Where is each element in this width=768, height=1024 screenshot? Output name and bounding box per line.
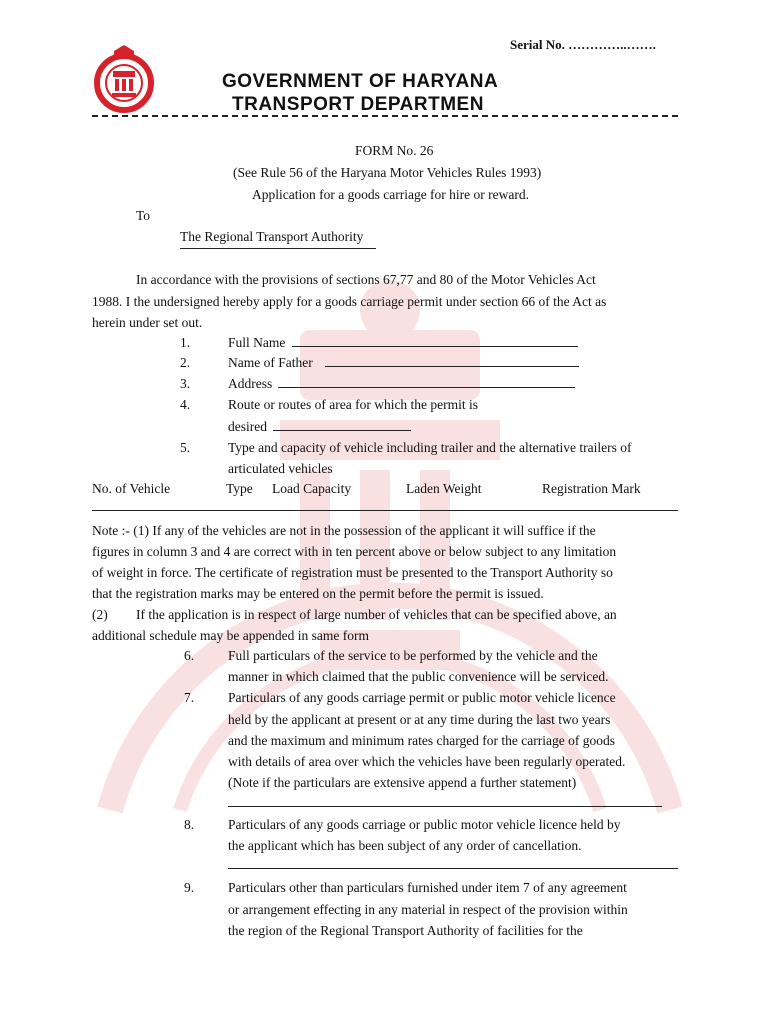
intro-line-1: In accordance with the provisions of sections 67,77 and 80 of the Motor Vehicles Act <box>136 272 596 287</box>
col-load-capacity: Load Capacity <box>272 481 352 496</box>
item-7-answer-line[interactable] <box>228 806 662 807</box>
department-title-line2: TRANSPORT DEPARTMEN <box>232 94 484 115</box>
header-divider <box>92 115 678 117</box>
item-9-line-3: the region of the Regional Transport Authority of facilities for the <box>228 923 583 938</box>
address-field[interactable] <box>278 387 575 388</box>
note-line-2: figures in column 3 and 4 are correct with in ten percent above or below subject to any limitation <box>92 544 617 559</box>
item-7-number: 7. <box>184 690 195 705</box>
note-2-number: (2) <box>92 607 108 622</box>
item-8-number: 8. <box>184 817 195 832</box>
col-no-of-vehicle: No. of Vehicle <box>92 481 171 496</box>
item-6-line-2: manner in which claimed that the public convenience will be serviced. <box>228 669 609 684</box>
item-8-line-2: the applicant which has been subject of any order of cancellation. <box>228 838 582 853</box>
item-1-number: 1. <box>180 335 191 350</box>
item-7-line-1: Particulars of any goods carriage permit or public motor vehicle licence <box>228 690 616 705</box>
intro-line-2: 1988. I the undersigned hereby apply for a goods carriage permit under section 66 of the Act as <box>92 294 607 309</box>
form-subject: Application for a goods carriage for hire or reward. <box>252 187 530 202</box>
full-name-field[interactable] <box>292 346 578 347</box>
note-line-5: If the application is in respect of large number of vehicles that can be specified above, an <box>136 607 617 622</box>
note-line-4: that the registration marks may be entered on the permit before the permit is issued. <box>92 586 544 601</box>
department-title-line1: GOVERNMENT OF HARYANA <box>222 71 499 92</box>
note-line-1: Note :- (1) If any of the vehicles are not in the possession of the applicant it will suffice if the <box>92 523 596 538</box>
item-7-line-3: and the maximum and minimum rates charged for the carriage of goods <box>228 733 616 748</box>
item-8-answer-line[interactable] <box>228 868 678 869</box>
item-5-number: 5. <box>180 440 191 455</box>
intro-line-3: herein under set out. <box>92 315 203 330</box>
item-2-label: Name of Father <box>228 355 313 370</box>
col-type: Type <box>226 481 253 496</box>
note-line-6: additional schedule may be appended in same form <box>92 628 370 643</box>
item-6-line-1: Full particulars of the service to be performed by the vehicle and the <box>228 648 598 663</box>
item-9-line-1: Particulars other than particulars furnished under item 7 of any agreement <box>228 880 627 895</box>
item-9-line-2: or arrangement effecting in any material in respect of the provision within <box>228 902 628 917</box>
route-field[interactable] <box>273 430 411 431</box>
form-number: FORM No. 26 <box>355 143 434 158</box>
item-4-number: 4. <box>180 397 191 412</box>
addressee-blank-line[interactable] <box>180 248 376 249</box>
item-9-number: 9. <box>184 880 195 895</box>
vehicle-table-line[interactable] <box>92 510 678 511</box>
rule-reference: (See Rule 56 of the Haryana Motor Vehicles Rules 1993) <box>233 165 542 180</box>
item-7-line-4: with details of area over which the vehicles have been regularly operated. <box>228 754 626 769</box>
item-2-number: 2. <box>180 355 191 370</box>
serial-number: Serial No. …………..……. <box>510 37 656 52</box>
col-laden-weight: Laden Weight <box>406 481 482 496</box>
item-5-line-1: Type and capacity of vehicle including trailer and the alternative trailers of <box>228 440 632 455</box>
haryana-emblem-icon <box>94 45 154 115</box>
item-1-label: Full Name <box>228 335 286 350</box>
to-label: To <box>136 208 151 223</box>
note-line-3: of weight in force. The certificate of registration must be presented to the Transport Authority so <box>92 565 613 580</box>
item-3-label: Address <box>228 376 273 391</box>
item-7-line-2: held by the applicant at present or at any time during the last two years <box>228 712 611 727</box>
item-4-line-2: desired <box>228 419 267 434</box>
item-3-number: 3. <box>180 376 191 391</box>
item-5-line-2: articulated vehicles <box>228 461 333 476</box>
item-7-line-5: (Note if the particulars are extensive append a further statement) <box>228 775 577 790</box>
item-4-line-1: Route or routes of area for which the permit is <box>228 397 479 412</box>
col-registration-mark: Registration Mark <box>542 481 641 496</box>
father-name-field[interactable] <box>325 366 579 367</box>
item-8-line-1: Particulars of any goods carriage or public motor vehicle licence held by <box>228 817 621 832</box>
addressee: The Regional Transport Authority <box>180 229 364 244</box>
item-6-number: 6. <box>184 648 195 663</box>
